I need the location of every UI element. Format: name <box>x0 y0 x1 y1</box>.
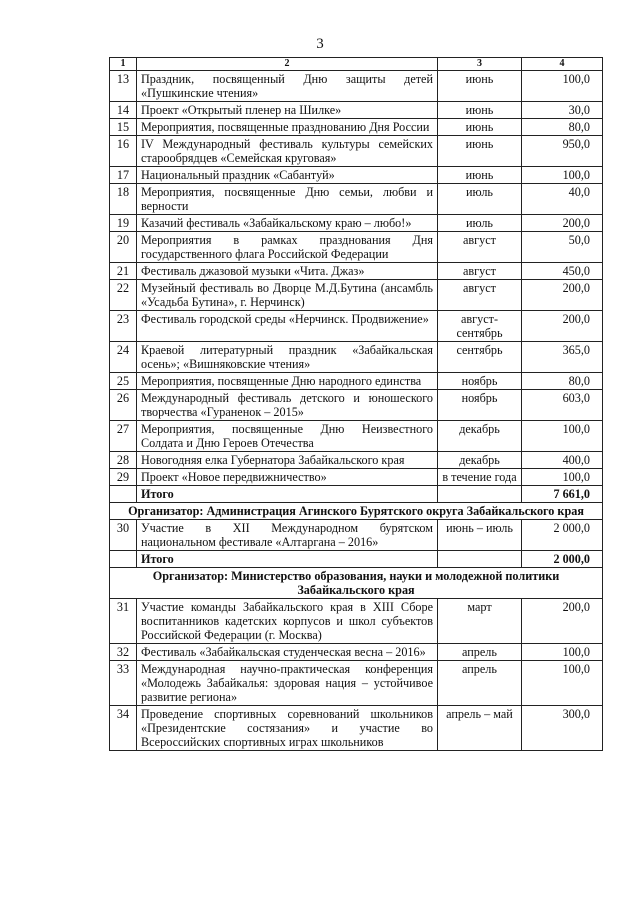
total-empty-cell <box>438 486 522 503</box>
event-period: июнь <box>438 136 522 167</box>
row-number: 16 <box>110 136 137 167</box>
table-row <box>110 263 603 280</box>
row-number: 17 <box>110 167 137 184</box>
event-amount: 80,0 <box>522 119 603 136</box>
row-number: 31 <box>110 599 137 644</box>
event-period: июнь <box>438 119 522 136</box>
event-name: Национальный праздник «Сабантуй» <box>137 167 438 184</box>
row-number: 13 <box>110 71 137 102</box>
table-row <box>110 452 603 469</box>
row-number: 23 <box>110 311 137 342</box>
event-name: Мероприятия, посвященные празднованию Дня России <box>137 119 438 136</box>
total-label: Итого <box>137 551 438 568</box>
table-row <box>110 469 603 486</box>
organizer-row <box>110 568 603 599</box>
row-number: 27 <box>110 421 137 452</box>
header-col-3: 3 <box>438 58 522 71</box>
event-name: Проведение спортивных соревнований школьников «Президентские состязания» и участие во Всероссийских спортивных играх школьников <box>137 706 438 751</box>
event-period: июнь <box>438 167 522 184</box>
event-name: Международный фестиваль детского и юношеского творчества «Гураненок – 2015» <box>137 390 438 421</box>
event-period: июль <box>438 215 522 232</box>
organizer-heading: Организатор: Администрация Агинского Бурятского округа Забайкальского края <box>110 503 603 520</box>
table-row <box>110 215 603 232</box>
total-row <box>110 486 603 503</box>
event-name: Участие в XII Международном бурятском национальном фестивале «Алтаргана – 2016» <box>137 520 438 551</box>
table-row <box>110 706 603 751</box>
event-period: апрель <box>438 661 522 706</box>
table-row <box>110 599 603 644</box>
row-number: 24 <box>110 342 137 373</box>
row-number: 26 <box>110 390 137 421</box>
event-name: Новогодняя елка Губернатора Забайкальского края <box>137 452 438 469</box>
event-name: Мероприятия, посвященные Дню Неизвестного Солдата и Дню Героев Отечества <box>137 421 438 452</box>
event-amount: 100,0 <box>522 421 603 452</box>
event-amount: 30,0 <box>522 102 603 119</box>
row-number: 33 <box>110 661 137 706</box>
event-amount: 40,0 <box>522 184 603 215</box>
table-row <box>110 342 603 373</box>
event-amount: 200,0 <box>522 215 603 232</box>
row-number: 30 <box>110 520 137 551</box>
table-row <box>110 280 603 311</box>
total-empty-cell <box>438 551 522 568</box>
header-col-4: 4 <box>522 58 603 71</box>
event-name: Краевой литературный праздник «Забайкальская осень»; «Вишняковские чтения» <box>137 342 438 373</box>
table-row <box>110 311 603 342</box>
header-col-1: 1 <box>110 58 137 71</box>
row-number: 28 <box>110 452 137 469</box>
event-period: сентябрь <box>438 342 522 373</box>
event-amount: 603,0 <box>522 390 603 421</box>
event-period: июнь – июль <box>438 520 522 551</box>
row-number: 34 <box>110 706 137 751</box>
total-empty-cell <box>110 486 137 503</box>
table-row <box>110 661 603 706</box>
organizer-heading: Организатор: Министерство образования, науки и молодежной политики Забайкальского края <box>110 568 603 599</box>
row-number: 14 <box>110 102 137 119</box>
event-amount: 400,0 <box>522 452 603 469</box>
event-period: июнь <box>438 71 522 102</box>
table-row <box>110 421 603 452</box>
event-name: Музейный фестиваль во Дворце М.Д.Бутина (ансамбль «Усадьба Бутина», г. Нерчинск) <box>137 280 438 311</box>
row-number: 20 <box>110 232 137 263</box>
event-amount: 365,0 <box>522 342 603 373</box>
event-amount: 300,0 <box>522 706 603 751</box>
event-period: август <box>438 232 522 263</box>
total-label: Итого <box>137 486 438 503</box>
event-amount: 200,0 <box>522 280 603 311</box>
total-amount: 2 000,0 <box>522 551 603 568</box>
event-period: апрель <box>438 644 522 661</box>
event-name: Фестиваль джазовой музыки «Чита. Джаз» <box>137 263 438 280</box>
table-body <box>110 71 603 751</box>
row-number: 18 <box>110 184 137 215</box>
event-name: Проект «Открытый пленер на Шилке» <box>137 102 438 119</box>
event-period: декабрь <box>438 452 522 469</box>
event-amount: 950,0 <box>522 136 603 167</box>
event-period: апрель – май <box>438 706 522 751</box>
row-number: 32 <box>110 644 137 661</box>
table-row <box>110 373 603 390</box>
table-header-row <box>110 58 603 71</box>
event-name: Казачий фестиваль «Забайкальскому краю – любо!» <box>137 215 438 232</box>
total-amount: 7 661,0 <box>522 486 603 503</box>
event-amount: 450,0 <box>522 263 603 280</box>
event-period: март <box>438 599 522 644</box>
event-period: июль <box>438 184 522 215</box>
event-name: Праздник, посвященный Дню защиты детей «Пушкинские чтения» <box>137 71 438 102</box>
event-name: Фестиваль «Забайкальская студенческая весна – 2016» <box>137 644 438 661</box>
row-number: 19 <box>110 215 137 232</box>
page-number: 3 <box>316 36 324 52</box>
header-col-2: 2 <box>137 58 438 71</box>
table-row <box>110 520 603 551</box>
event-amount: 100,0 <box>522 644 603 661</box>
row-number: 29 <box>110 469 137 486</box>
event-period: август <box>438 263 522 280</box>
table-row <box>110 644 603 661</box>
event-period: август-сентябрь <box>438 311 522 342</box>
event-period: декабрь <box>438 421 522 452</box>
table-row <box>110 167 603 184</box>
event-amount: 200,0 <box>522 311 603 342</box>
event-amount: 100,0 <box>522 71 603 102</box>
table-row <box>110 390 603 421</box>
event-name: Мероприятия в рамках празднования Дня государственного флага Российской Федерации <box>137 232 438 263</box>
row-number: 15 <box>110 119 137 136</box>
table-row <box>110 71 603 102</box>
events-table <box>109 57 603 751</box>
event-amount: 80,0 <box>522 373 603 390</box>
event-name: Проект «Новое передвижничество» <box>137 469 438 486</box>
event-amount: 200,0 <box>522 599 603 644</box>
organizer-row <box>110 503 603 520</box>
event-name: Мероприятия, посвященные Дню семьи, любви и верности <box>137 184 438 215</box>
event-amount: 100,0 <box>522 661 603 706</box>
event-period: август <box>438 280 522 311</box>
table-row <box>110 184 603 215</box>
event-amount: 2 000,0 <box>522 520 603 551</box>
event-period: в течение года <box>438 469 522 486</box>
event-name: IV Международный фестиваль культуры семейских старообрядцев «Семейская круговая» <box>137 136 438 167</box>
total-row <box>110 551 603 568</box>
total-empty-cell <box>110 551 137 568</box>
event-period: ноябрь <box>438 373 522 390</box>
table-row <box>110 119 603 136</box>
table-row <box>110 136 603 167</box>
event-name: Участие команды Забайкальского края в XIII Сборе воспитанников кадетских корпусов и школ субъектов Российской Федерации (г. Москва) <box>137 599 438 644</box>
table-row <box>110 232 603 263</box>
row-number: 22 <box>110 280 137 311</box>
event-amount: 50,0 <box>522 232 603 263</box>
event-name: Фестиваль городской среды «Нерчинск. Продвижение» <box>137 311 438 342</box>
table-row <box>110 102 603 119</box>
event-amount: 100,0 <box>522 469 603 486</box>
event-name: Международная научно-практическая конференция «Молодежь Забайкалья: здоровая нация – устойчивое развитие региона» <box>137 661 438 706</box>
event-name: Мероприятия, посвященные Дню народного единства <box>137 373 438 390</box>
event-amount: 100,0 <box>522 167 603 184</box>
event-period: июнь <box>438 102 522 119</box>
event-period: ноябрь <box>438 390 522 421</box>
row-number: 25 <box>110 373 137 390</box>
row-number: 21 <box>110 263 137 280</box>
